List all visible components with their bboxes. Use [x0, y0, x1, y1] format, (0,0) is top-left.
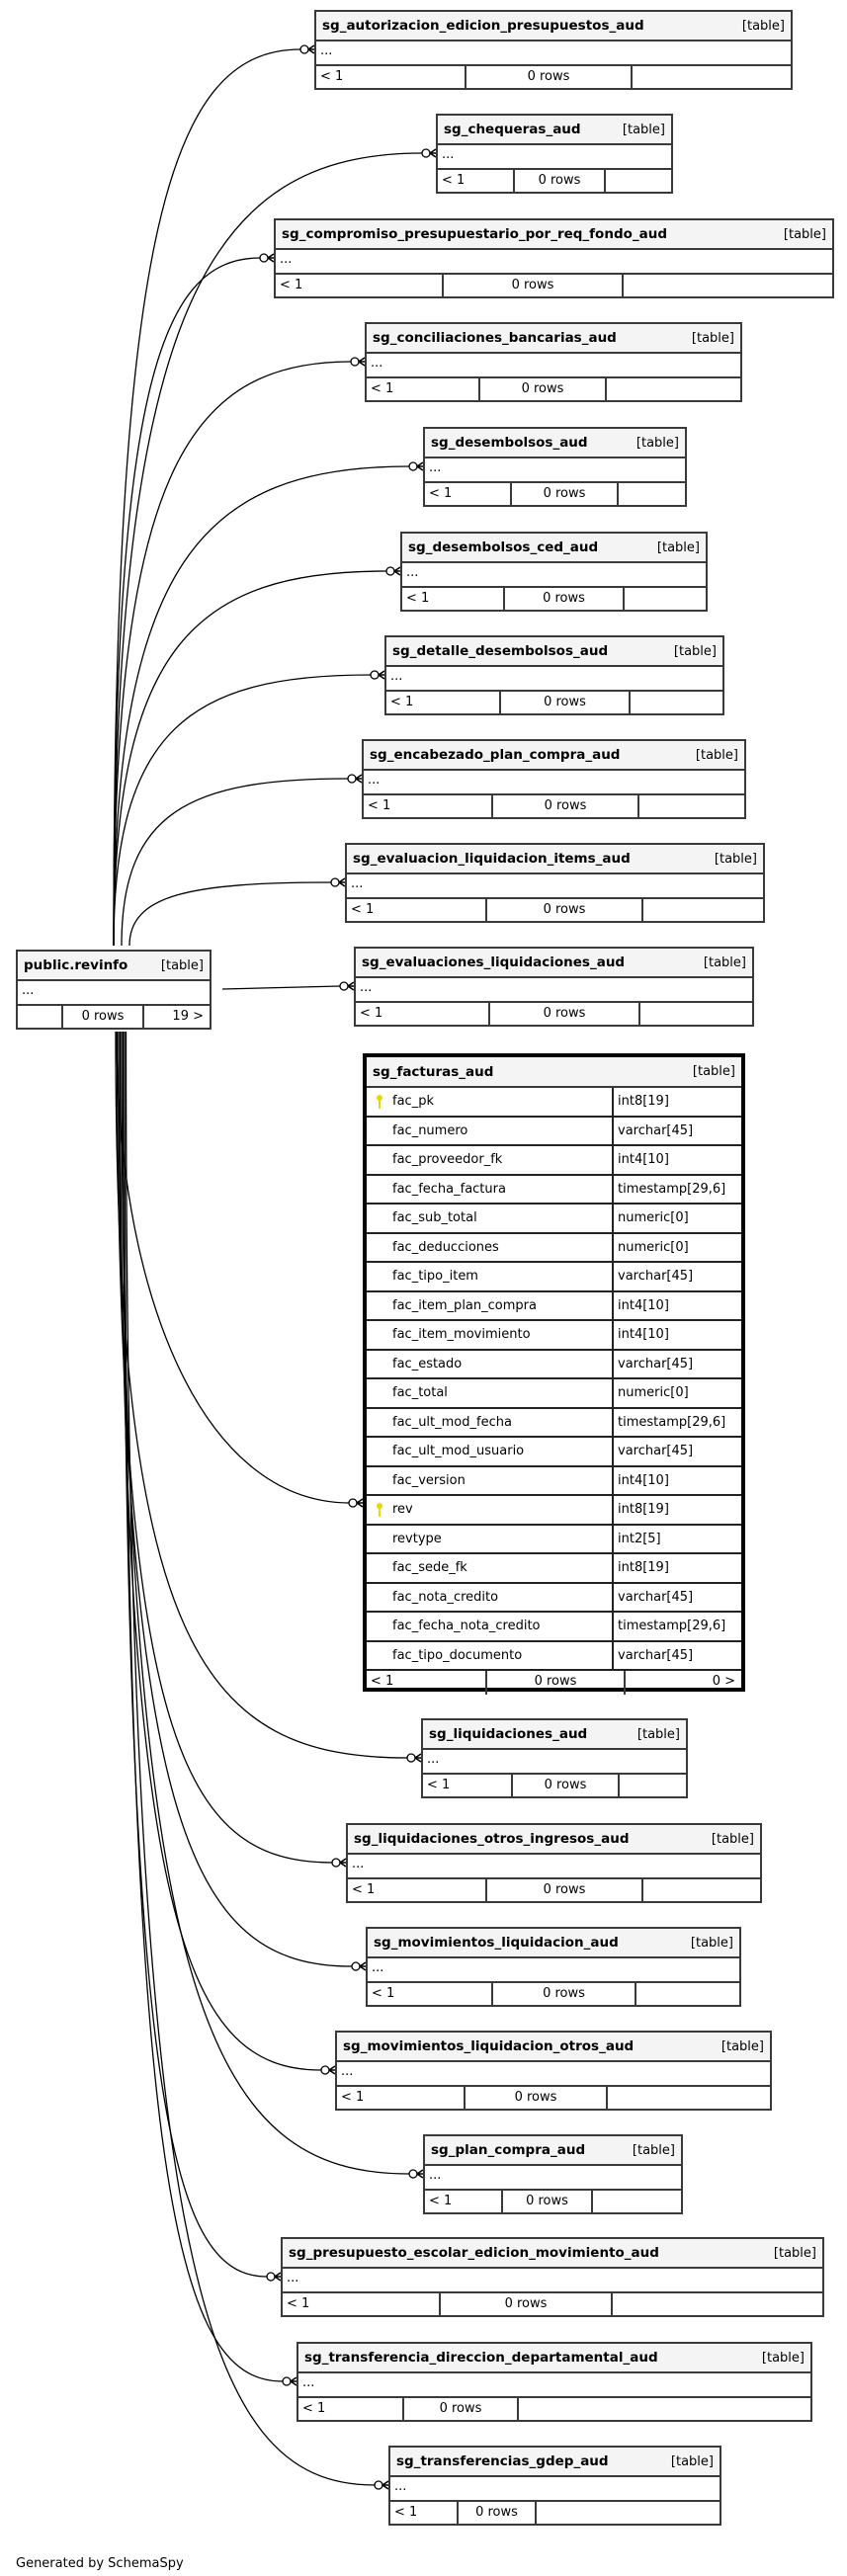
table-sg-liquidaciones-aud[interactable] — [421, 1718, 688, 1798]
table-kind: [table] — [692, 1064, 735, 1079]
table-sg-presupuesto-escolar-edicion-movimiento-aud[interactable] — [281, 2237, 824, 2317]
row-count: 0 rows — [488, 1003, 640, 1025]
children-count — [639, 795, 744, 817]
column-row[interactable] — [367, 1321, 741, 1351]
row-count: 0 rows — [61, 1006, 144, 1028]
table-sg-evaluaciones-liquidaciones-aud[interactable] — [354, 947, 754, 1027]
table-kind: [table] — [761, 2350, 805, 2366]
columns-ellipsis: ... — [402, 563, 706, 588]
column-row[interactable] — [367, 1467, 741, 1497]
column-row[interactable] — [367, 1234, 741, 1264]
table-kind: [table] — [711, 1831, 754, 1847]
columns-ellipsis: ... — [425, 2166, 681, 2191]
column-row[interactable] — [367, 1554, 741, 1584]
table-kind: [table] — [632, 2142, 675, 2158]
table-name[interactable]: sg_transferencias_gdep_aud — [396, 2453, 609, 2469]
row-count: 0 rows — [478, 378, 607, 400]
column-type: numeric[0] — [618, 1385, 689, 1401]
table-sg-conciliaciones-bancarias-aud[interactable] — [365, 322, 742, 402]
children-count — [606, 170, 671, 192]
column-row[interactable] — [367, 1584, 741, 1614]
table-name[interactable]: sg_desembolsos_aud — [431, 435, 588, 451]
column-row[interactable] — [367, 1176, 741, 1205]
row-count: 0 rows — [511, 1775, 620, 1796]
column-type: int4[10] — [618, 1152, 669, 1168]
column-type: varchar[45] — [618, 1356, 694, 1371]
column-type: timestamp[29,6] — [618, 1619, 726, 1634]
children-count — [633, 66, 791, 88]
table-sg-plan-compra-aud[interactable] — [423, 2134, 683, 2214]
column-type: int4[10] — [618, 1297, 669, 1313]
table-name[interactable]: sg_movimientos_liquidacion_otros_aud — [343, 2038, 635, 2054]
primary-key-icon — [367, 1502, 392, 1518]
column-name: fac_fecha_nota_credito — [392, 1619, 541, 1634]
table-name[interactable]: sg_liquidaciones_otros_ingresos_aud — [354, 1831, 630, 1847]
parents-count[interactable]: < 1 — [280, 278, 303, 292]
column-type: int4[10] — [618, 1472, 669, 1488]
table-kind: [table] — [703, 955, 746, 970]
parents-count[interactable]: < 1 — [351, 902, 375, 917]
column-type: varchar[45] — [618, 1589, 694, 1605]
column-type: numeric[0] — [618, 1210, 689, 1226]
table-name[interactable]: sg_evaluacion_liquidacion_items_aud — [353, 851, 631, 867]
columns-ellipsis: ... — [298, 2373, 810, 2398]
table-kind: [table] — [622, 122, 665, 137]
column-row[interactable] — [367, 1496, 741, 1526]
table-kind: [table] — [636, 1726, 680, 1742]
column-row[interactable] — [367, 1263, 741, 1292]
parents-count[interactable]: < 1 — [302, 2401, 326, 2416]
column-name: fac_numero — [392, 1122, 468, 1138]
table-sg-movimientos-liquidacion-aud[interactable] — [366, 1927, 741, 2007]
column-name: fac_tipo_documento — [392, 1647, 523, 1663]
column-name: fac_nota_credito — [392, 1589, 499, 1605]
table-sg-movimientos-liquidacion-otros-aud[interactable] — [335, 2031, 772, 2111]
column-row[interactable] — [367, 1351, 741, 1380]
table-sg-encabezado-plan-compra-aud[interactable] — [362, 739, 746, 819]
table-kind: [table] — [695, 747, 738, 763]
parents-count[interactable]: < 1 — [341, 2090, 365, 2105]
parents-count[interactable]: < 1 — [287, 2296, 310, 2311]
table-name[interactable]: public.revinfo — [24, 957, 128, 973]
column-row[interactable] — [367, 1118, 741, 1147]
column-row[interactable] — [367, 1438, 741, 1467]
row-count: 0 rows — [465, 66, 633, 88]
column-row[interactable] — [367, 1409, 741, 1439]
parents-count[interactable]: < 1 — [390, 695, 414, 709]
column-type: int8[19] — [618, 1560, 669, 1576]
columns-ellipsis: ... — [356, 978, 752, 1003]
parents-count[interactable]: < 1 — [429, 2194, 453, 2208]
columns-ellipsis: ... — [386, 667, 722, 692]
columns-ellipsis: ... — [425, 458, 685, 483]
column-name: fac_tipo_item — [392, 1269, 478, 1285]
row-count: 0 rows — [499, 692, 631, 713]
table-kind: [table] — [691, 330, 734, 346]
table-sg-desembolsos-aud[interactable] — [423, 427, 687, 507]
column-type: timestamp[29,6] — [618, 1181, 726, 1197]
children-count — [593, 2191, 681, 2212]
column-type: varchar[45] — [618, 1269, 694, 1285]
generated-by-footer: Generated by SchemaSpy — [16, 2556, 184, 2571]
table-name[interactable]: sg_transferencia_direccion_departamental_aud — [304, 2350, 658, 2366]
parents-count[interactable]: < 1 — [352, 1882, 376, 1897]
table-name[interactable]: sg_evaluaciones_liquidaciones_aud — [362, 955, 626, 970]
children-count: 0 > — [712, 1674, 735, 1689]
parents-count[interactable]: < 1 — [372, 1986, 395, 2001]
children-count — [620, 1775, 686, 1796]
row-count: 0 rows — [485, 899, 643, 921]
table-name[interactable]: sg_chequeras_aud — [444, 122, 581, 137]
table-kind: [table] — [741, 18, 785, 34]
row-count: 0 rows — [442, 275, 624, 296]
columns-ellipsis: ... — [347, 874, 763, 899]
children-count — [643, 899, 763, 921]
children-count — [640, 1003, 752, 1025]
children-count — [619, 483, 685, 505]
column-name: fac_estado — [392, 1356, 463, 1371]
column-type: int8[19] — [618, 1094, 669, 1110]
children-count[interactable]: 19 > — [172, 1009, 204, 1024]
parents-count[interactable]: < 1 — [442, 173, 466, 188]
children-count — [631, 692, 722, 713]
table-name[interactable]: sg_presupuesto_escolar_edicion_movimiento_aud — [289, 2245, 659, 2261]
children-count — [636, 1983, 739, 2005]
column-row[interactable] — [367, 1205, 741, 1234]
table-kind: [table] — [673, 643, 717, 659]
table-name[interactable]: sg_conciliaciones_bancarias_aud — [373, 330, 617, 346]
row-count: 0 rows — [485, 1671, 626, 1695]
columns-ellipsis: ... — [276, 250, 832, 275]
row-count: 0 rows — [510, 483, 619, 505]
column-row[interactable] — [367, 1088, 741, 1118]
table-kind: [table] — [783, 226, 826, 242]
row-count: 0 rows — [503, 588, 625, 610]
column-row[interactable] — [367, 1526, 741, 1555]
parents-count[interactable]: < 1 — [371, 1674, 394, 1689]
column-type: varchar[45] — [618, 1444, 694, 1459]
parents-count[interactable]: < 1 — [406, 591, 430, 606]
table-kind: [table] — [656, 540, 700, 555]
table-sg-autorizacion-edicion-presupuestos-aud[interactable] — [314, 10, 793, 90]
table-public-revinfo[interactable] — [16, 950, 212, 1030]
column-name: fac_version — [392, 1472, 466, 1488]
children-count — [624, 275, 832, 296]
parents-count — [18, 1006, 61, 1028]
column-name: fac_proveedor_fk — [392, 1152, 503, 1168]
table-name[interactable]: sg_compromiso_presupuestario_por_req_fondo_aud — [282, 226, 668, 242]
children-count — [643, 1879, 760, 1901]
columns-ellipsis: ... — [283, 2269, 822, 2293]
table-name[interactable]: sg_desembolsos_ced_aud — [408, 540, 599, 555]
column-row[interactable] — [367, 1642, 741, 1672]
column-name: rev — [392, 1502, 413, 1518]
column-row[interactable] — [367, 1292, 741, 1322]
columns-ellipsis: ... — [368, 1958, 739, 1983]
table-name[interactable]: sg_movimientos_liquidacion_aud — [374, 1935, 619, 1951]
table-kind: [table] — [690, 1935, 733, 1951]
column-type: int8[19] — [618, 1502, 669, 1518]
parents-count[interactable]: < 1 — [371, 381, 394, 396]
column-row[interactable] — [367, 1379, 741, 1409]
column-name: fac_item_plan_compra — [392, 1297, 537, 1313]
table-kind: [table] — [635, 435, 679, 451]
parents-count[interactable]: < 1 — [427, 1778, 451, 1792]
column-name: fac_sede_fk — [392, 1560, 467, 1576]
column-name: fac_ult_mod_fecha — [392, 1414, 512, 1430]
row-count: 0 rows — [501, 2191, 593, 2212]
table-name[interactable]: sg_autorizacion_edicion_presupuestos_aud — [322, 18, 644, 34]
parents-count[interactable]: < 1 — [394, 2505, 418, 2520]
columns-ellipsis: ... — [337, 2062, 770, 2087]
column-name: fac_sub_total — [392, 1210, 477, 1226]
children-count — [607, 378, 740, 400]
table-kind: [table] — [160, 957, 204, 973]
columns-ellipsis: ... — [348, 1855, 760, 1879]
children-count — [519, 2398, 810, 2420]
row-count: 0 rows — [485, 1879, 643, 1901]
column-name: fac_ult_mod_usuario — [392, 1444, 525, 1459]
column-type: int2[5] — [618, 1531, 661, 1546]
table-sg-liquidaciones-otros-ingresos-aud[interactable] — [346, 1823, 762, 1903]
column-row[interactable] — [367, 1613, 741, 1642]
table-sg-detalle-desembolsos-aud[interactable] — [384, 635, 724, 715]
table-name[interactable]: sg_liquidaciones_aud — [429, 1726, 588, 1742]
column-name: revtype — [392, 1531, 442, 1546]
table-sg-facturas-aud[interactable] — [363, 1053, 745, 1692]
table-kind: [table] — [670, 2453, 714, 2469]
table-name[interactable]: sg_detalle_desembolsos_aud — [392, 643, 609, 659]
table-kind: [table] — [773, 2245, 816, 2261]
table-sg-chequeras-aud[interactable] — [436, 114, 673, 194]
row-count: 0 rows — [491, 1983, 636, 2005]
column-name: fac_deducciones — [392, 1239, 499, 1255]
column-type: int4[10] — [618, 1327, 669, 1343]
parents-count[interactable]: < 1 — [360, 1006, 383, 1021]
row-count: 0 rows — [513, 170, 606, 192]
column-row[interactable] — [367, 1146, 741, 1176]
row-count: 0 rows — [491, 795, 639, 817]
columns-ellipsis: ... — [438, 145, 671, 170]
columns-ellipsis: ... — [364, 771, 744, 795]
table-name[interactable]: sg_encabezado_plan_compra_aud — [370, 747, 621, 763]
parents-count[interactable]: < 1 — [429, 486, 453, 501]
columns-ellipsis: ... — [423, 1750, 686, 1775]
table-sg-compromiso-presupuestario-por-req-fondo-aud[interactable] — [274, 218, 834, 298]
columns-ellipsis: ... — [390, 2477, 720, 2502]
row-count: 0 rows — [464, 2087, 608, 2109]
column-name: fac_pk — [392, 1094, 434, 1110]
children-count — [625, 588, 706, 610]
children-count — [613, 2293, 822, 2315]
table-kind: [table] — [720, 2038, 764, 2054]
columns-ellipsis: ... — [367, 354, 740, 378]
children-count — [537, 2502, 720, 2524]
table-kind: [table] — [714, 851, 757, 867]
column-type: varchar[45] — [618, 1122, 694, 1138]
table-sg-evaluacion-liquidacion-items-aud[interactable] — [345, 843, 765, 923]
table-sg-transferencia-direccion-departamental-aud[interactable] — [296, 2342, 812, 2422]
parents-count[interactable]: < 1 — [320, 69, 344, 84]
column-name: fac_fecha_factura — [392, 1181, 506, 1197]
primary-key-icon — [367, 1094, 392, 1110]
row-count: 0 rows — [402, 2398, 519, 2420]
column-type: numeric[0] — [618, 1239, 689, 1255]
children-count — [608, 2087, 770, 2109]
parents-count[interactable]: < 1 — [368, 798, 391, 813]
table-name[interactable]: sg_plan_compra_aud — [431, 2142, 586, 2158]
table-sg-desembolsos-ced-aud[interactable] — [400, 532, 708, 612]
columns-ellipsis: ... — [316, 42, 791, 66]
table-name[interactable]: sg_facturas_aud — [373, 1063, 494, 1080]
row-count: 0 rows — [439, 2293, 613, 2315]
columns-ellipsis: ... — [18, 981, 210, 1006]
column-name: fac_total — [392, 1385, 448, 1401]
column-name: fac_item_movimiento — [392, 1327, 531, 1343]
column-type: varchar[45] — [618, 1647, 694, 1663]
column-type: timestamp[29,6] — [618, 1414, 726, 1430]
table-sg-transferencias-gdep-aud[interactable] — [388, 2446, 721, 2526]
row-count: 0 rows — [457, 2502, 537, 2524]
